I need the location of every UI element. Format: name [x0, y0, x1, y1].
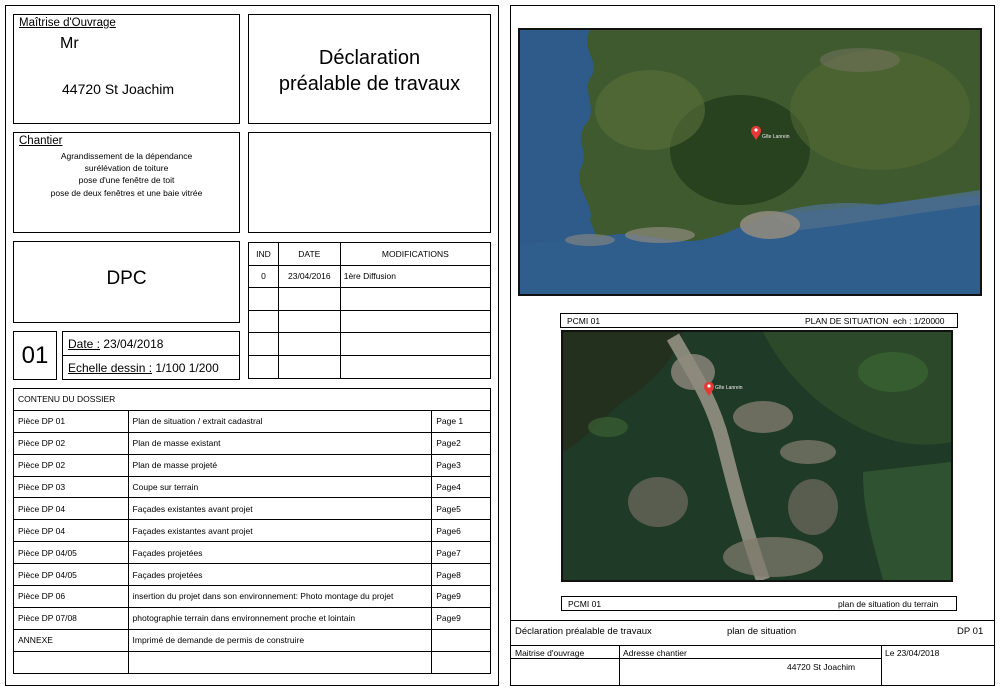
date-scale-box — [62, 331, 240, 380]
contents-piece: Pièce DP 04 — [14, 498, 129, 520]
chantier-line: surélévation de toiture — [84, 163, 169, 174]
table-row — [14, 498, 491, 520]
map1-caption — [560, 313, 958, 328]
date-value: 23/04/2018 — [103, 337, 164, 351]
contents-page: Page8 — [432, 564, 491, 586]
contents-piece: Pièce DP 02 — [14, 454, 129, 476]
table-row — [14, 651, 491, 673]
chantier-line: Agrandissement de la dépendance — [60, 151, 193, 161]
contents-description: photographie terrain dans environnement proche et lointain — [128, 607, 432, 629]
footer-subject: plan de situation — [727, 626, 797, 637]
contents-piece: Pièce DP 04/05 — [14, 542, 129, 564]
contents-description: Façades existantes avant projet — [128, 498, 432, 520]
contents-header: CONTENU DU DOSSIER — [14, 389, 491, 411]
contents-description: Imprimé de demande de permis de construire — [128, 629, 432, 651]
title-box — [248, 14, 491, 124]
modification-row — [249, 355, 491, 378]
modification-row — [249, 288, 491, 311]
contents-piece: Pièce DP 04/05 — [14, 564, 129, 586]
table-row — [14, 410, 491, 432]
contents-page: Page2 — [432, 432, 491, 454]
header-modifications: MODIFICATIONS — [340, 243, 490, 266]
contents-page: Page6 — [432, 520, 491, 542]
table-row — [14, 454, 491, 476]
contents-description: insertion du projet dans son environnement: Photo montage du projet — [128, 586, 432, 608]
map1-caption-left: PCMI 01 — [567, 316, 601, 326]
contents-piece: Pièce DP 01 — [14, 410, 129, 432]
footer-date: Le 23/04/2018 — [885, 648, 940, 658]
footer-owner-label: Maitrise d'ouvrage — [515, 648, 585, 658]
document-title — [249, 45, 490, 97]
table-row — [14, 432, 491, 454]
table-row — [14, 520, 491, 542]
modification-row — [249, 265, 491, 288]
contents-page: Page5 — [432, 498, 491, 520]
contents-table — [13, 388, 491, 674]
owner-label: Maîtrise d'Ouvrage — [19, 17, 116, 29]
contents-page: Page3 — [432, 454, 491, 476]
map2-caption-right: plan de situation du terrain — [838, 599, 939, 609]
contents-page: Page9 — [432, 586, 491, 608]
map2-caption — [561, 596, 957, 611]
owner-name: Mr — [60, 35, 79, 52]
contents-piece: Pièce DP 03 — [14, 476, 129, 498]
local-satellite-map — [561, 330, 953, 582]
footer-code: DP 01 — [957, 626, 984, 637]
header-ind: IND — [249, 243, 279, 266]
contents-piece: Pièce DP 04 — [14, 520, 129, 542]
modification-row — [249, 310, 491, 333]
contents-description: Plan de masse existant — [128, 432, 432, 454]
chantier-description — [14, 150, 239, 199]
document-title-line1: Déclaration — [318, 47, 421, 69]
modifications-table — [248, 242, 491, 379]
scale-value: 1/100 1/200 — [155, 361, 219, 375]
contents-description: Façades projetées — [128, 542, 432, 564]
contents-description: Façades existantes avant projet — [128, 520, 432, 542]
table-row — [14, 607, 491, 629]
date-label: Date : — [68, 337, 101, 351]
footer-site-address: 44720 St Joachim — [787, 662, 856, 672]
contents-piece: Pièce DP 02 — [14, 432, 129, 454]
contents-piece: ANNEXE — [14, 629, 129, 651]
date-field — [68, 337, 163, 351]
modification-text: 1ère Diffusion — [340, 265, 490, 288]
chantier-line: pose de deux fenêtres et une baie vitrée — [50, 187, 203, 198]
dpc-label: DPC — [106, 268, 147, 289]
table-row — [14, 542, 491, 564]
sheet-number-box — [13, 331, 57, 380]
owner-address: 44720 St Joachim — [62, 81, 175, 97]
map2-caption-left: PCMI 01 — [568, 599, 602, 609]
contents-page: Page7 — [432, 542, 491, 564]
table-row — [14, 629, 491, 651]
modifications-header-row — [249, 243, 491, 266]
table-row — [14, 476, 491, 498]
chantier-box — [13, 132, 240, 233]
contents-description: Plan de situation / extrait cadastral — [128, 410, 432, 432]
map1-caption-right: ech : 1/20000 — [893, 316, 945, 326]
contents-page — [432, 651, 491, 673]
contents-page: Page9 — [432, 607, 491, 629]
modification-row — [249, 333, 491, 356]
contents-description — [128, 651, 432, 673]
footer-title: Déclaration préalable de travaux — [515, 626, 652, 637]
modification-date: 23/04/2016 — [278, 265, 340, 288]
contents-description: Plan de masse projeté — [128, 454, 432, 476]
contents-page — [432, 629, 491, 651]
contents-piece — [14, 651, 129, 673]
chantier-line: pose d'une fenêtre de toit — [78, 175, 175, 186]
map1-caption-mid: PLAN DE SITUATION — [805, 316, 889, 326]
contents-piece: Pièce DP 06 — [14, 586, 129, 608]
owner-box — [13, 14, 240, 124]
contents-description: Coupe sur terrain — [128, 476, 432, 498]
contents-piece: Pièce DP 07/08 — [14, 607, 129, 629]
contents-page: Page4 — [432, 476, 491, 498]
footer-cartouche — [510, 620, 995, 686]
pin-label: Gîte Lanrein — [715, 385, 743, 391]
footer-site-label: Adresse chantier — [623, 648, 687, 658]
local-map-graphic — [563, 332, 951, 580]
contents-header-row — [14, 389, 491, 411]
modification-ind: 0 — [249, 265, 279, 288]
chantier-label: Chantier — [19, 135, 63, 147]
regional-map-graphic — [520, 30, 980, 294]
header-date: DATE — [278, 243, 340, 266]
regional-satellite-map — [518, 28, 982, 296]
contents-page: Page 1 — [432, 410, 491, 432]
table-row — [14, 564, 491, 586]
document-title-line2: préalable de travaux — [278, 73, 461, 95]
scale-field — [68, 361, 219, 375]
contents-description: Façades projetées — [128, 564, 432, 586]
sheet-number: 01 — [21, 342, 49, 369]
scale-label: Echelle dessin : — [68, 361, 153, 375]
dpc-box — [13, 241, 240, 323]
table-row — [14, 586, 491, 608]
blank-box — [248, 132, 491, 233]
pin-label: Gîte Lanrein — [762, 134, 790, 140]
